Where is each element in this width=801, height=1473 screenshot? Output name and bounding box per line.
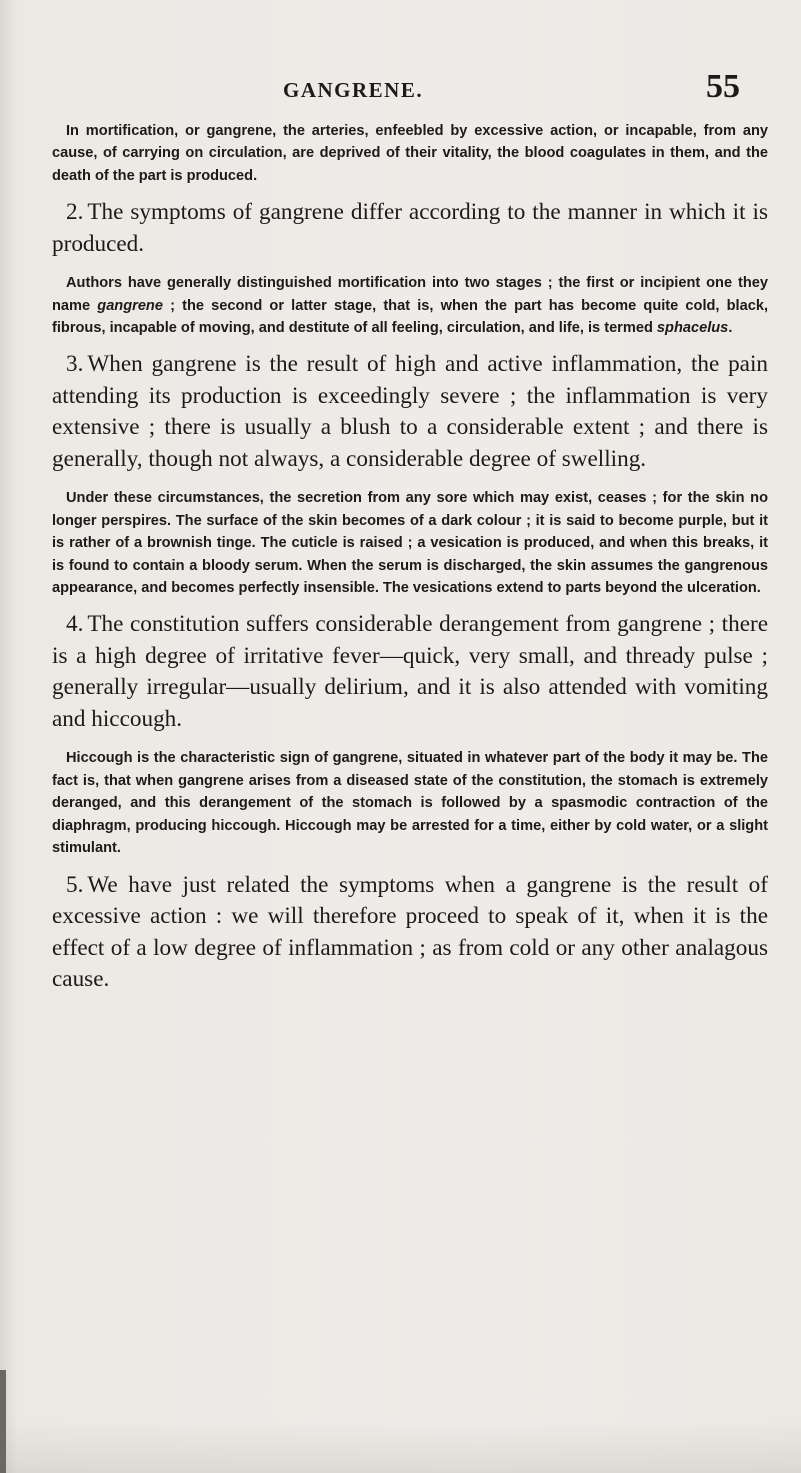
note-paragraph-2 [52, 272, 768, 339]
paragraph-text: The symptoms of gangrene differ according to the manner in which it is produced. [52, 199, 768, 257]
term-sphacelus: sphacelus [656, 320, 729, 337]
intro-paragraph: In mortification, or gangrene, the arteries, enfeebled by excessive action, or incapable, from any cause, of carrying on circulation, are deprived of their vitality, the blood coagulates in them, and the death of the part is produced. [52, 123, 768, 184]
note-text: . [728, 320, 733, 337]
note-text: Authors have generally distinguished mortification into two stages ; the first or incipient one they name [52, 275, 768, 314]
paragraph-number: 2. [66, 199, 84, 226]
numbered-paragraph-2 [52, 197, 768, 260]
note-paragraph-4: Hiccough is the characteristic sign of gangrene, situated in whatever part of the body it may be. The fact is, that when gangrene arises from a diseased state of the constitution, the stomach is extremely deranged, and this derangement of the stomach is followed by a spasmodic contraction of the diaphragm, producing hiccough. Hiccough may be arrested for a time, either by cold water, or a slight stimulant. [52, 750, 768, 857]
note-text: ; the second or latter stage, that is, when the part has become quite cold, black, fibrous, incapable of moving, and destitute of all feeling, circulation, and life, is termed [52, 297, 768, 337]
numbered-paragraph-5 [52, 870, 768, 996]
paragraph-number: 4. [66, 611, 84, 638]
numbered-paragraph-3 [52, 349, 768, 475]
paragraph-text: When gangrene is the result of high and active inflammation, the pain attending its production is exceedingly severe ; the inflammation is very extensive ; there is usually a blush to a considerable extent ; and there is generally, though not always, a considerable degree of swelling. [52, 351, 768, 472]
paragraph-text: The constitution suffers considerable derangement from gangrene ; there is a high degree of irritative fever—quick, very small, and thready pulse ; generally irregular—usually delirium, and it is also attended with vomiting and hiccough. [52, 611, 768, 732]
page-header [0, 68, 801, 114]
paragraph-number: 3. [66, 351, 84, 378]
note-paragraph-3: Under these circumstances, the secretion from any sore which may exist, ceases ; for the skin no longer perspires. The surface of the skin becomes of a dark colour ; it is said to become purple, but it is rather of a brownish tinge. The cuticle is raised ; a vesication is produced, and when this breaks, it is found to contain a bloody serum. When the serum is discharged, the skin assumes the gangrenous appearance, and becomes perfectly insensible. The vesications extend to parts beyond the ulceration. [52, 490, 768, 597]
binding-edge [0, 1370, 6, 1473]
running-title: GANGRENE. [283, 78, 424, 102]
page-number: 55 [706, 68, 740, 105]
paragraph-text: We have just related the symptoms when a gangrene is the result of excessive action : we will therefore proceed to speak of it, when it is the effect of a low degree of inflammation ; as from cold or any other analagous cause. [52, 871, 768, 992]
paper-shading [0, 1420, 801, 1473]
numbered-paragraph-4 [52, 609, 768, 735]
page-body [52, 120, 768, 1008]
term-gangrene: gangrene [97, 297, 163, 314]
paragraph-number: 5. [66, 871, 84, 898]
